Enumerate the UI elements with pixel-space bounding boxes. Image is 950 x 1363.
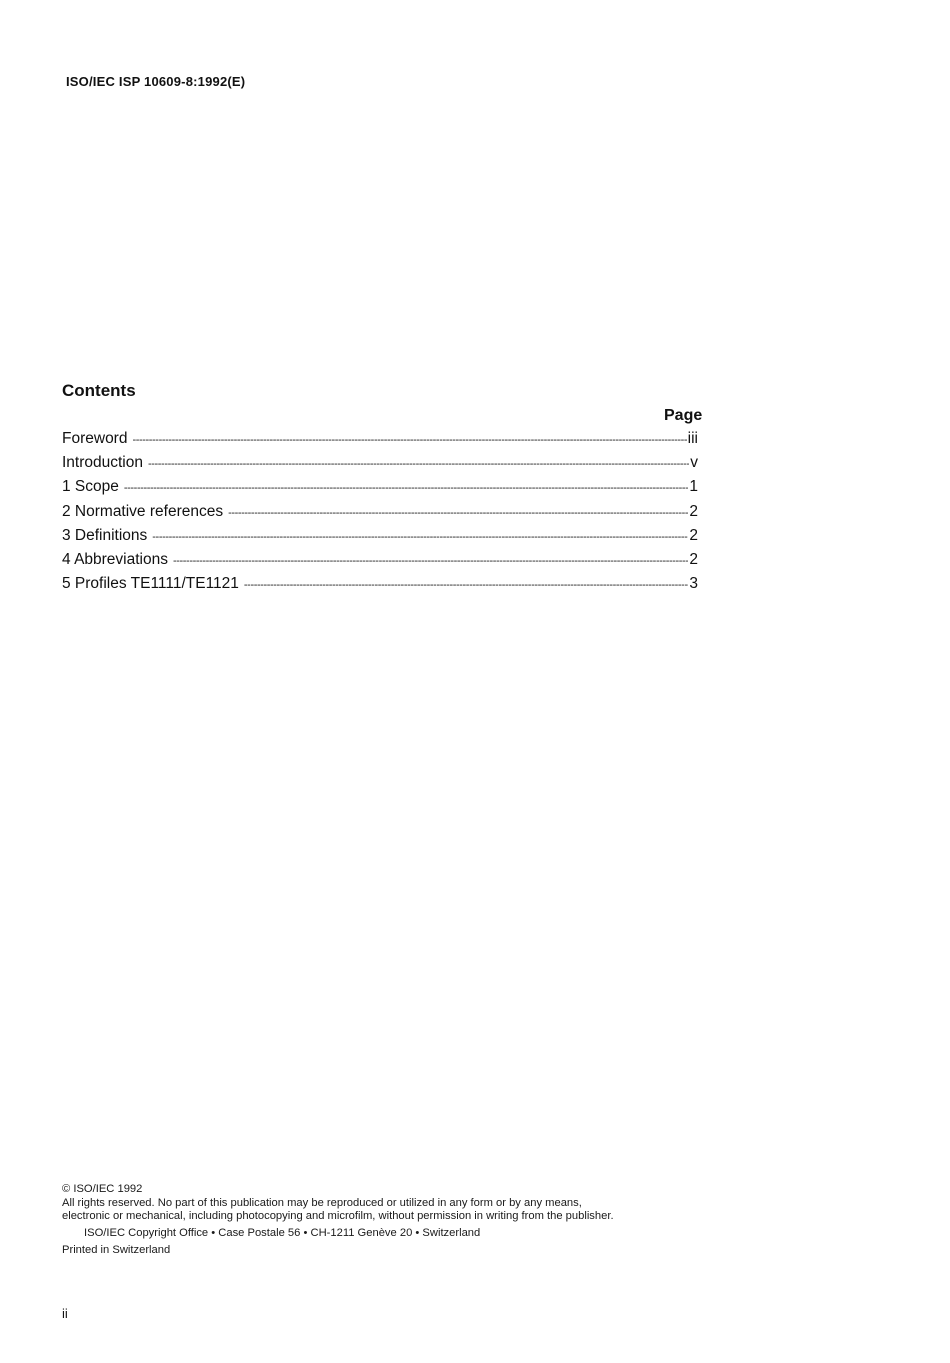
toc-entry-profiles[interactable] bbox=[62, 575, 698, 599]
toc-entry-page: 2 bbox=[689, 550, 698, 568]
document-identifier: ISO/IEC ISP 10609-8:1992(E) bbox=[66, 74, 246, 89]
toc-leader bbox=[152, 532, 688, 543]
toc-entry-scope[interactable] bbox=[62, 478, 698, 502]
toc-entry-page: v bbox=[690, 454, 698, 472]
toc-entry-introduction[interactable] bbox=[62, 454, 698, 478]
toc-entry-normative-references[interactable] bbox=[62, 503, 698, 527]
toc-entry-title: 1 Scope bbox=[62, 478, 119, 496]
page-column-label: Page bbox=[664, 407, 703, 424]
copyright-line: © ISO/IEC 1992 bbox=[62, 1183, 143, 1195]
toc-entry-page: 2 bbox=[689, 502, 698, 520]
toc-leader bbox=[124, 483, 688, 494]
toc-entry-abbreviations[interactable] bbox=[62, 551, 698, 575]
toc-entry-foreword[interactable] bbox=[62, 430, 698, 454]
toc-leader bbox=[228, 508, 688, 519]
copyright-notice bbox=[62, 1183, 622, 1258]
toc-entry-title: Introduction bbox=[62, 454, 143, 472]
toc-entry-page: iii bbox=[687, 430, 698, 447]
toc-entry-title: 3 Definitions bbox=[62, 526, 148, 544]
toc-leader bbox=[132, 435, 686, 446]
printed-in-line: Printed in Switzerland bbox=[62, 1244, 171, 1256]
toc-entry-title: Foreword bbox=[62, 430, 128, 447]
toc-entry-definitions[interactable] bbox=[62, 527, 698, 551]
toc-entry-title: 4 Abbreviations bbox=[62, 550, 168, 568]
toc-entry-page: 3 bbox=[689, 575, 698, 593]
toc-entry-title: 5 Profiles TE1111/TE1121 bbox=[62, 575, 239, 593]
toc-entry-title: 2 Normative references bbox=[62, 502, 224, 520]
toc-entry-page: 1 bbox=[689, 478, 698, 496]
toc-leader bbox=[244, 580, 688, 591]
contents-heading: Contents bbox=[62, 381, 136, 400]
rights-statement: All rights reserved. No part of this publication may be reproduced or utilized in any form or by any means, electronic or mechanical, including photocopying and microfilm, without permission in writing from the publisher. bbox=[62, 1196, 614, 1222]
page-number: ii bbox=[62, 1306, 68, 1321]
toc-entry-page: 2 bbox=[689, 526, 698, 544]
toc-leader bbox=[148, 459, 689, 470]
table-of-contents bbox=[62, 430, 698, 599]
toc-leader bbox=[173, 556, 688, 567]
copyright-office-address: ISO/IEC Copyright Office • Case Postale 56 • CH-1211 Genève 20 • Switzerland bbox=[84, 1226, 481, 1239]
